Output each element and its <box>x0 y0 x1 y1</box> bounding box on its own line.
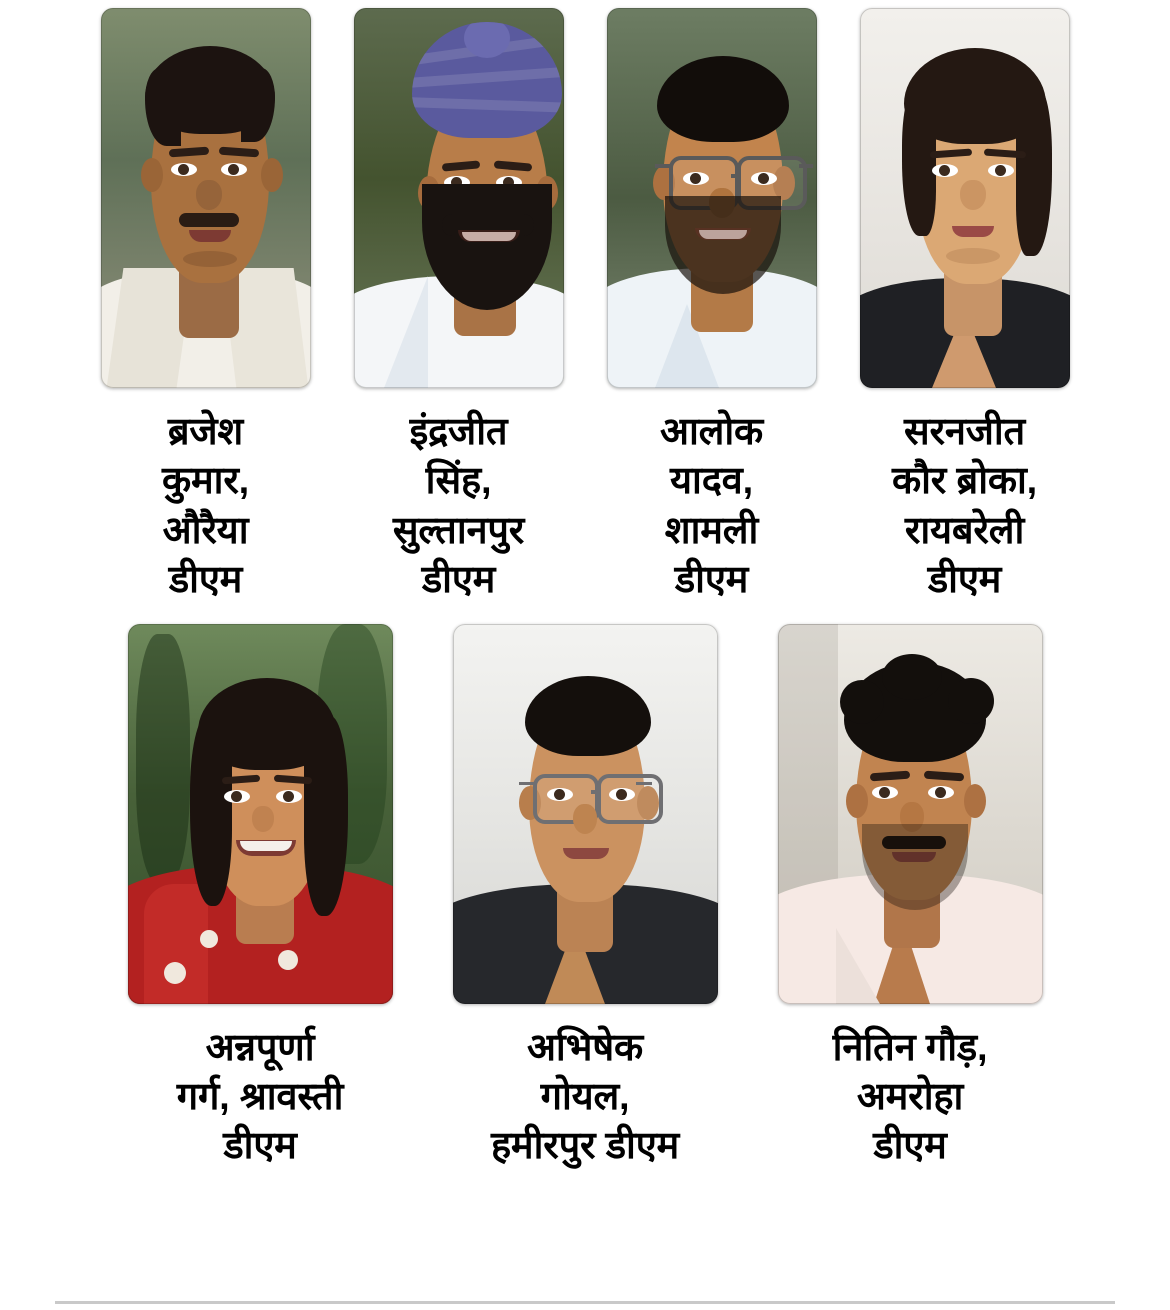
caption-line: अमरोहा <box>856 1075 964 1118</box>
person-photo-alok-yadav <box>607 8 817 388</box>
caption-line: अन्नपूर्णा <box>205 1026 315 1069</box>
caption-line: यादव, <box>670 460 753 503</box>
caption-line: डीएम <box>873 1125 947 1168</box>
person-row-2 <box>0 606 1170 1172</box>
caption-line: डीएम <box>421 559 496 602</box>
person-caption-saranjeet-kaur-broca <box>892 408 1037 606</box>
person-caption-abhishek-goyal <box>491 1024 679 1172</box>
person-card-nitin-gaur[interactable] <box>773 624 1048 1172</box>
caption-line: इंद्रजीत <box>409 411 508 453</box>
caption-line: सिंह, <box>425 460 492 503</box>
person-row-1 <box>0 0 1170 606</box>
person-photo-saranjeet-kaur-broca <box>860 8 1070 388</box>
person-photo-annapurna-garg <box>128 624 393 1004</box>
person-photo-nitin-gaur <box>778 624 1043 1004</box>
person-caption-annapurna-garg <box>177 1024 343 1172</box>
footer-divider <box>55 1301 1115 1304</box>
caption-line: आलोक <box>659 411 764 453</box>
person-caption-indrajeet-singh <box>393 408 524 606</box>
person-card-annapurna-garg[interactable] <box>123 624 398 1172</box>
caption-line: सुल्तानपुर <box>392 509 525 552</box>
person-card-saranjeet-kaur-broca[interactable] <box>857 8 1072 606</box>
caption-line: ब्रजेश <box>167 411 244 453</box>
person-caption-nitin-gaur <box>833 1024 988 1172</box>
caption-line: अभिषेक <box>527 1026 643 1069</box>
caption-line: हमीरपुर डीएम <box>490 1125 680 1168</box>
caption-line: डीएम <box>927 559 1002 602</box>
person-photo-abhishek-goyal <box>453 624 718 1004</box>
person-caption-brajesh-kumar <box>162 408 249 606</box>
caption-line: गोयल, <box>540 1075 630 1118</box>
caption-line: डीएम <box>674 559 749 602</box>
caption-line: कौर ब्रोका, <box>891 460 1038 503</box>
caption-line: रायबरेली <box>904 509 1025 552</box>
caption-line: डीएम <box>168 559 243 602</box>
caption-line: कुमार, <box>161 460 250 503</box>
caption-line: डीएम <box>223 1125 297 1168</box>
caption-line: गर्ग, श्रावस्ती <box>176 1075 344 1118</box>
person-card-alok-yadav[interactable] <box>604 8 819 606</box>
person-card-abhishek-goyal[interactable] <box>448 624 723 1172</box>
person-caption-alok-yadav <box>660 408 763 606</box>
caption-line: नितिन गौड़, <box>832 1026 988 1069</box>
person-photo-brajesh-kumar <box>101 8 311 388</box>
caption-line: सरनजीत <box>903 411 1026 453</box>
caption-line: औरैया <box>162 509 249 552</box>
caption-line: शामली <box>664 509 759 552</box>
person-card-indrajeet-singh[interactable] <box>351 8 566 606</box>
person-card-brajesh-kumar[interactable] <box>98 8 313 606</box>
person-photo-indrajeet-singh <box>354 8 564 388</box>
